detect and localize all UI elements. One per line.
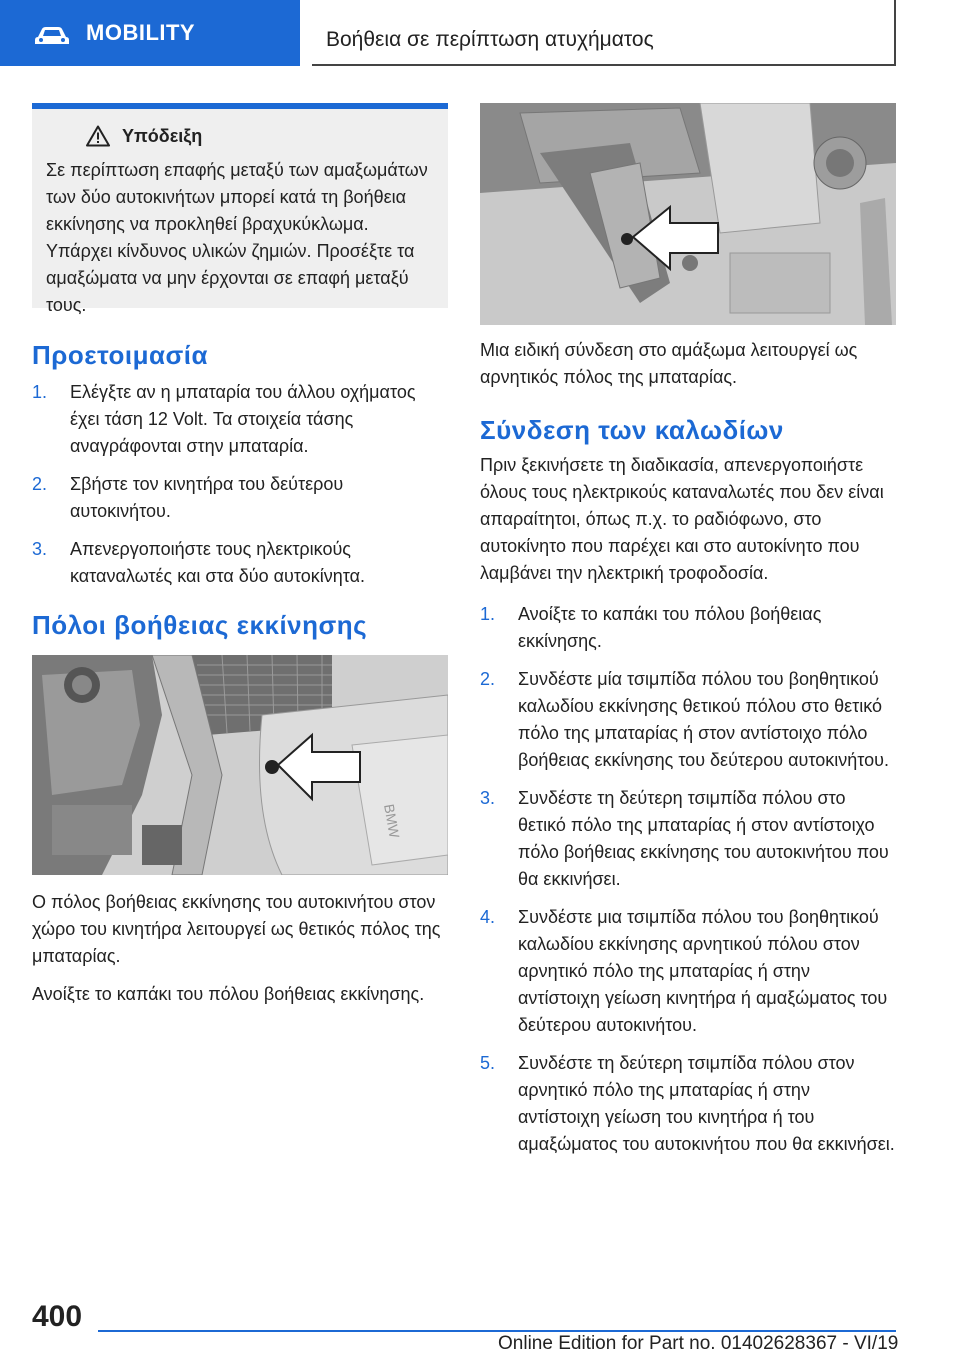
engine-badge: BMW [381,802,403,840]
engine-bay-photo [32,655,448,875]
preparation-heading: Προετοιμασία [32,340,208,370]
preparation-steps [32,379,448,590]
header-title: Βοήθεια σε περίπτωση ατυχήματος [326,28,654,51]
warning-box [32,103,448,315]
list-item: 2. Σβήστε τον κινητήρα του δεύτερου αυτοκινήτου. [32,474,344,521]
list-item: 3. Συνδέστε τη δεύτερη τσιμπίδα πόλου στο θετικό πόλο της μπαταρίας ή στον αντίστοιχο πόλο βοήθειας εκκίνησης του αυτοκινήτου που θα εκκινήσει. [480,788,889,889]
jump-point-caption-1: Ο πόλος βοήθειας εκκίνησης του αυτοκινήτου στον χώρο του κινητήρα λειτουργεί ως θετικός πόλος της μπαταρίας. [32,892,441,966]
warning-triangle-icon [86,125,110,147]
page-number: 400 [32,1300,83,1333]
header-section-label: MOBILITY [86,20,196,45]
cables-intro: Πριν ξεκινήσετε τη διαδικασία, απενεργοποιήστε όλους τους ηλεκτρικούς καταναλωτές που δεν είναι απαραίτητοι, όπως π.χ. το ραδιόφωνο, στο αυτοκίνητο που παρέχει και στο αυτοκίνητο που λαμβάνει την ηλεκτρική τροφοδοσία. [480,455,884,583]
warning-text: Σε περίπτωση επαφής μεταξύ των αμαξωμάτων των δύο αυτοκινήτων μπορεί κατά τη βοήθεια εκκίνησης να προκληθεί βραχυκύκλωμα. Υπάρχει κίνδυνος υλικών ζημιών. Προσέξτε τα αμαξώματα να μην έρχονται σε επαφή μεταξύ τους. [46,160,428,315]
footer-divider [98,1330,896,1332]
list-item: 1. Ελέγξτε αν η μπαταρία του άλλου οχήματος έχει τάση 12 Volt. Τα στοιχεία τάσης αναγράφονται στην μπαταρία. [32,382,416,456]
right-column [480,103,896,1169]
list-item: 1. Ανοίξτε το καπάκι του πόλου βοήθειας εκκίνησης. [480,604,822,651]
jump-points-heading: Πόλοι βοήθειας εκκίνησης [32,610,368,640]
header-title-box [312,0,896,66]
footer-edition: Online Edition for Part no. 01402628367 - VI/19 [498,1333,899,1354]
left-column [32,103,448,1008]
car-icon [34,26,70,46]
list-item: 5. Συνδέστε τη δεύτερη τσιμπίδα πόλου στον αρνητικό πόλο της μπαταρίας ή στην αντίστοιχη γείωση του κινητήρα ή του αμαξώματος του αυτοκινήτου που θα εκκινήσει. [480,1053,895,1154]
list-item: 3. Απενεργοποιήστε τους ηλεκτρικούς καταναλωτές και στα δύο αυτοκίνητα. [32,539,366,586]
jump-point-caption-2: Ανοίξτε το καπάκι του πόλου βοήθειας εκκίνησης. [32,984,425,1004]
list-item: 4. Συνδέστε μια τσιμπίδα πόλου του βοηθητικού καλωδίου εκκίνησης αρνητικού πόλου στον αρνητικό πόλο της μπαταρίας ή στην αντίστοιχη γείωση κινητήρα ή αμαξώματος του δεύτερου αυτοκινήτου. [480,907,888,1035]
ground-point-photo [480,103,896,325]
cables-steps [480,601,896,1158]
ground-point-caption: Μια ειδική σύνδεση στο αμάξωμα λειτουργεί ως αρνητικός πόλος της μπαταρίας. [480,340,858,387]
warning-title: Υπόδειξη [122,125,203,146]
header-section-tab [0,0,300,66]
cables-heading: Σύνδεση των καλωδίων [480,415,784,445]
list-item: 2. Συνδέστε μία τσιμπίδα πόλου του βοηθητικού καλωδίου εκκίνησης θετικού πόλου στο θετικό πόλο της μπαταρίας ή στον αντίστοιχο πόλο βοήθειας εκκίνησης του δεύτερου αυτοκινήτου. [480,669,889,770]
